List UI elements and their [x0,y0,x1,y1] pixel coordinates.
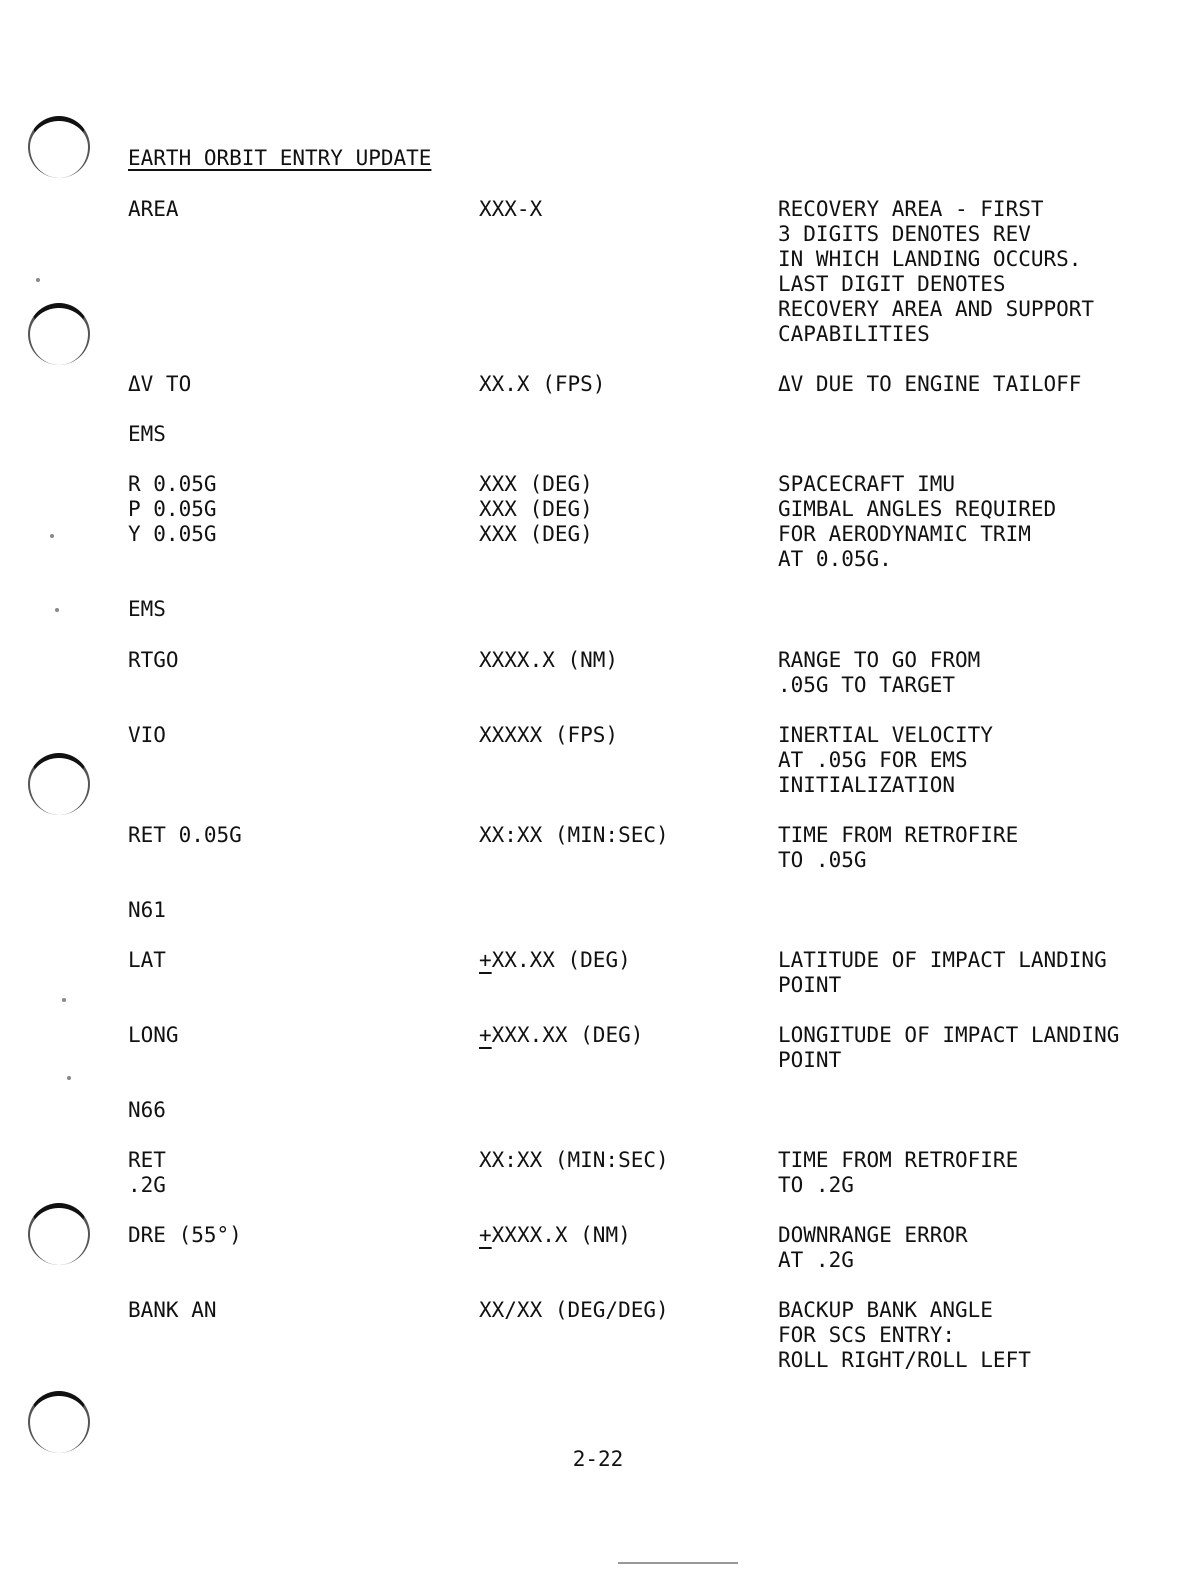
row-description-delta-v-to: ΔV DUE TO ENGINE TAILOFF [778,372,1082,396]
scan-edge-mark [618,1562,738,1564]
row-label-dre: DRE (55°) [128,1223,242,1247]
row-label-ret-005g: RET 0.05G [128,823,242,847]
row-label-bank-an: BANK AN [128,1298,217,1322]
row-description-rtgo: RANGE TO GO FROM .05G TO TARGET [778,648,981,697]
row-label-lat: LAT [128,948,166,972]
row-format-delta-v-to: XX.X (FPS) [479,372,606,396]
binder-hole-2 [28,303,90,365]
row-description-bank-an: BACKUP BANK ANGLE FOR SCS ENTRY: ROLL RIGHT/ROLL LEFT [778,1298,1031,1372]
row-label-area: AREA [128,197,179,221]
format-value: XXXX.X (NM) [491,1223,631,1247]
page-number: 2-22 [572,1447,624,1471]
plus-minus-sign: + [479,1223,492,1247]
row-format-ret-2g: XX:XX (MIN:SEC) [479,1148,669,1172]
scan-speck [55,608,59,612]
binder-hole-1 [28,116,90,178]
row-description-ret-005g: TIME FROM RETROFIRE TO .05G [778,823,1019,872]
row-description-lat: LATITUDE OF IMPACT LANDING POINT [778,948,1107,997]
row-description-rpy-005g: SPACECRAFT IMU GIMBAL ANGLES REQUIRED FOR AERODYNAMIC TRIM AT 0.05G. [778,472,1057,571]
binder-hole-5 [28,1391,90,1453]
plus-minus-sign: + [479,1023,492,1047]
row-label-delta-v-to: ΔV TO [128,372,192,396]
row-format-dre [479,1223,631,1248]
row-description-ret-2g: TIME FROM RETROFIRE TO .2G [778,1148,1019,1197]
row-format-area: XXX-X [479,197,543,221]
row-description-dre: DOWNRANGE ERROR AT .2G [778,1223,968,1272]
row-label-vio: VIO [128,723,166,747]
scan-speck [62,998,66,1002]
section-label-ems-2: EMS [128,597,166,621]
row-format-ret-005g: XX:XX (MIN:SEC) [479,823,669,847]
plus-minus-sign: + [479,948,492,972]
page-title: EARTH ORBIT ENTRY UPDATE [128,146,432,170]
scan-speck [36,278,40,282]
section-label-n66: N66 [128,1098,166,1122]
row-label-ret-2g: RET .2G [128,1148,166,1197]
section-label-ems-1: EMS [128,422,166,446]
row-description-vio: INERTIAL VELOCITY AT .05G FOR EMS INITIALIZATION [778,723,993,797]
row-description-area: RECOVERY AREA - FIRST 3 DIGITS DENOTES REV IN WHICH LANDING OCCURS. LAST DIGIT DENOTES RECOVERY AREA AND SUPPORT CAPABILITIES [778,197,1095,346]
binder-hole-4 [28,1203,90,1265]
row-description-long: LONGITUDE OF IMPACT LANDING POINT [778,1023,1120,1072]
format-value: XXX.XX (DEG) [491,1023,644,1047]
section-label-n61: N61 [128,898,166,922]
row-format-long [479,1023,643,1048]
row-label-long: LONG [128,1023,179,1047]
row-format-rpy-005g: XXX (DEG) XXX (DEG) XXX (DEG) [479,472,593,546]
row-format-vio: XXXXX (FPS) [479,723,619,747]
binder-hole-3 [28,753,90,815]
row-label-rpy-005g: R 0.05G P 0.05G Y 0.05G [128,472,217,546]
row-format-rtgo: XXXX.X (NM) [479,648,619,672]
format-value: XX.XX (DEG) [491,948,631,972]
scan-speck [67,1076,71,1080]
row-label-rtgo: RTGO [128,648,179,672]
scan-speck [50,534,54,538]
row-format-bank-an: XX/XX (DEG/DEG) [479,1298,669,1322]
row-format-lat [479,948,631,973]
